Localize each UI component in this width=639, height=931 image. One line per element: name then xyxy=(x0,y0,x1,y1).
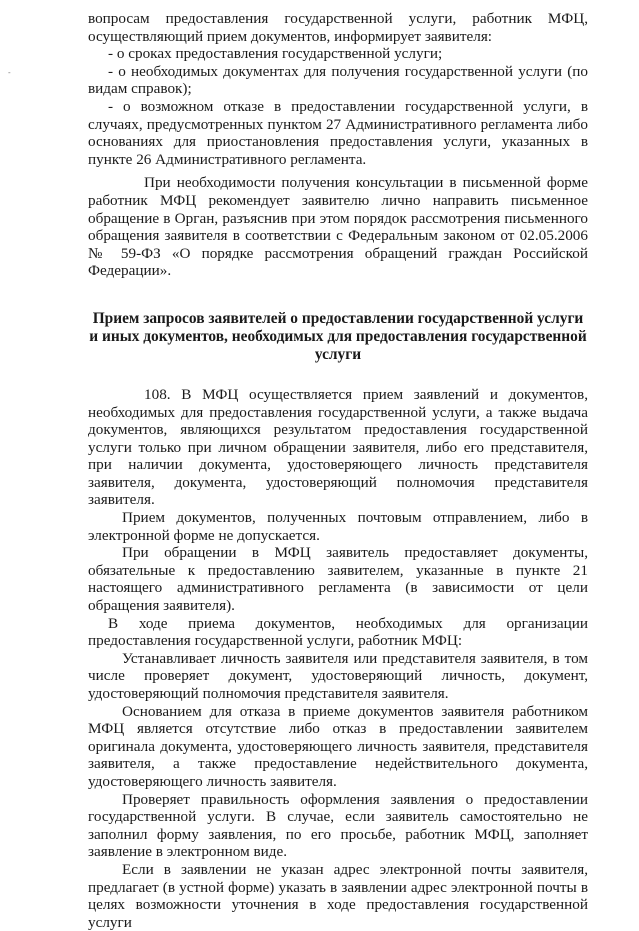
paragraph-refusal-grounds: Основанием для отказа в приеме документов заявителя работником МФЦ является отсутствие либо отказ в предоставлении заявителем оригинала документа, удостоверяющего личность заявителя, представителя заявителя, а также предоставление недействительного документа, удостоверяющего личность заявителя. xyxy=(88,702,588,790)
paragraph-written-consultation: При необходимости получения консультации в письменной форме работник МФЦ рекомендует заявителю лично направить письменное обращение в Орган, разъяснив при этом порядок рассмотрения письменного обращения заявителя в соответствии с Федеральным законом от 02.05.2006 № 59-ФЗ «О порядке рассмотрения обращений граждан Российской Федерации». xyxy=(88,174,588,280)
list-item-refusal: - о возможном отказе в предоставлении государственной услуги, в случаях, предусмотренных пунктом 27 Административного регламента либо основаниях для приостановления предоставления услуги, указанных в пункте 26 Административного регламента. xyxy=(88,97,588,168)
section-heading: Прием запросов заявителей о предоставлении государственной услуги и иных документов, необходимых для предоставления государственной услуги xyxy=(89,309,587,363)
paragraph-intro: вопросам предоставления государственной услуги, работник МФЦ, осуществляющий прием документов, информирует заявителя: xyxy=(88,10,588,45)
document-page xyxy=(88,10,588,931)
paragraph-reception: В ходе приема документов, необходимых для организации предоставления государственной услуги, работник МФЦ: xyxy=(88,614,588,650)
paragraph-mandatory-docs: При обращении в МФЦ заявитель предоставляет документы, обязательные к предоставлению заявителем, указанные в пункте 21 настоящего административного регламента (в зависимости от цели обращения заявителя). xyxy=(88,544,588,615)
paragraph-108: 108. В МФЦ осуществляется прием заявлений и документов, необходимых для предоставления государственной услуги, а также выдача документов, являющихся результатом предоставления государственной услуги только при личном обращении заявителя, либо его представителя, при наличии документа, удостоверяющего личность представителя заявителя, документа, удостоверяющий полномочия представителя заявителя. xyxy=(88,385,588,509)
paragraph-email: Если в заявлении не указан адрес электронной почты заявителя, предлагает (в устной форме) указать в заявлении адрес электронной почты в целях возможности уточнения в ходе предоставления государственной услуги xyxy=(88,860,588,931)
paragraph-form-check: Проверяет правильность оформления заявления о предоставлении государственной услуги. В случае, если заявитель самостоятельно не заполнил форму заявления, по его просьбе, работник МФЦ, заполняет заявление в электронном виде. xyxy=(88,790,588,861)
paragraph-identity: Устанавливает личность заявителя или представителя заявителя, в том числе проверяет документ, удостоверяющий личность, документ, удостоверяющий полномочия представителя заявителя. xyxy=(88,649,588,702)
paragraph-postal: Прием документов, полученных почтовым отправлением, либо в электронной форме не допускается. xyxy=(88,509,588,544)
list-item-deadlines: - о сроках предоставления государственной услуги; xyxy=(108,45,443,63)
list-item-documents: - о необходимых документах для получения государственной услуги (по видам справок); xyxy=(88,62,588,98)
margin-mark: - xyxy=(8,68,11,77)
